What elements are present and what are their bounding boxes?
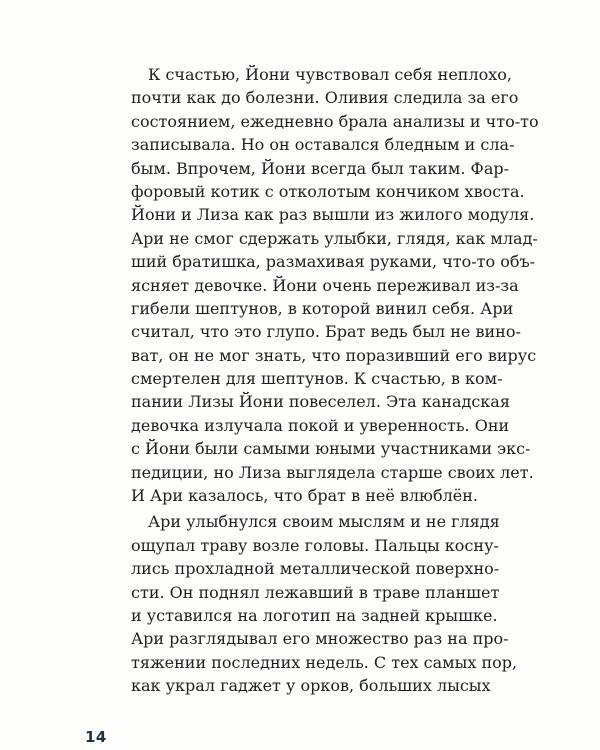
text-line: бым. Впрочем, Йони всегда был таким. Фар- (131, 158, 509, 178)
text-line: Ари улыбнулся своим мыслям и не глядя (148, 512, 500, 532)
text-line: записывала. Но он оставался бледным и сла- (131, 135, 515, 155)
text-line: и уставился на логотип на задней крышке. (131, 605, 498, 625)
text-line: состоянием, ежедневно брала анализы и что-то (131, 111, 539, 131)
text-line: педиции, но Лиза выглядела старше своих лет. (131, 462, 534, 482)
text-line: девочка излучала покой и уверенность. Они (131, 415, 510, 435)
text-line: форовый котик с отколотым кончиком хвоста. (131, 181, 525, 201)
text-line: тяжении последних недель. С тех самых пор, (131, 652, 518, 672)
text-line: лись прохладной металлической поверхно- (131, 559, 500, 579)
paragraph-2 (131, 510, 518, 697)
text-line: Йони и Лиза как раз вышли из жилого модуля. (131, 205, 535, 225)
text-line: гибели шептунов, в которой винил себя. Ари (131, 298, 514, 318)
text-line: Ари разглядывал его множество раз на про- (131, 629, 509, 649)
text-line: ват, он не мог знать, что поразивший его вирус (131, 345, 537, 365)
text-line: И Ари казалось, что брат в неё влюблён. (131, 486, 478, 506)
paragraph-1 (131, 63, 539, 507)
text-line: как украл гаджет у орков, больших лысых (131, 676, 491, 696)
page-number: 14 (85, 728, 107, 746)
text-line: ший братишка, размахивая руками, что-то объ- (131, 252, 536, 272)
text-line: ощупал траву возле головы. Пальцы косну- (131, 535, 499, 555)
text-line: ясняет девочке. Йони очень переживал из-за (131, 275, 519, 295)
text-line: сти. Он поднял лежавший в траве планшет (131, 582, 500, 602)
body-text (131, 63, 539, 698)
text-line: считал, что это глупо. Брат ведь был не вино- (131, 322, 521, 342)
text-line: Ари не смог сдержать улыбки, глядя, как млад- (131, 228, 538, 248)
text-line: почти как до болезни. Оливия следила за его (131, 88, 519, 108)
text-line: смертелен для шептунов. К счастью, в ком- (131, 369, 503, 389)
text-line: К счастью, Йони чувствовал себя неплохо, (148, 65, 512, 84)
text-line: пании Лизы Йони повеселел. Эта канадская (131, 392, 510, 412)
text-line: с Йони были самыми юными участниками экс- (131, 439, 531, 459)
